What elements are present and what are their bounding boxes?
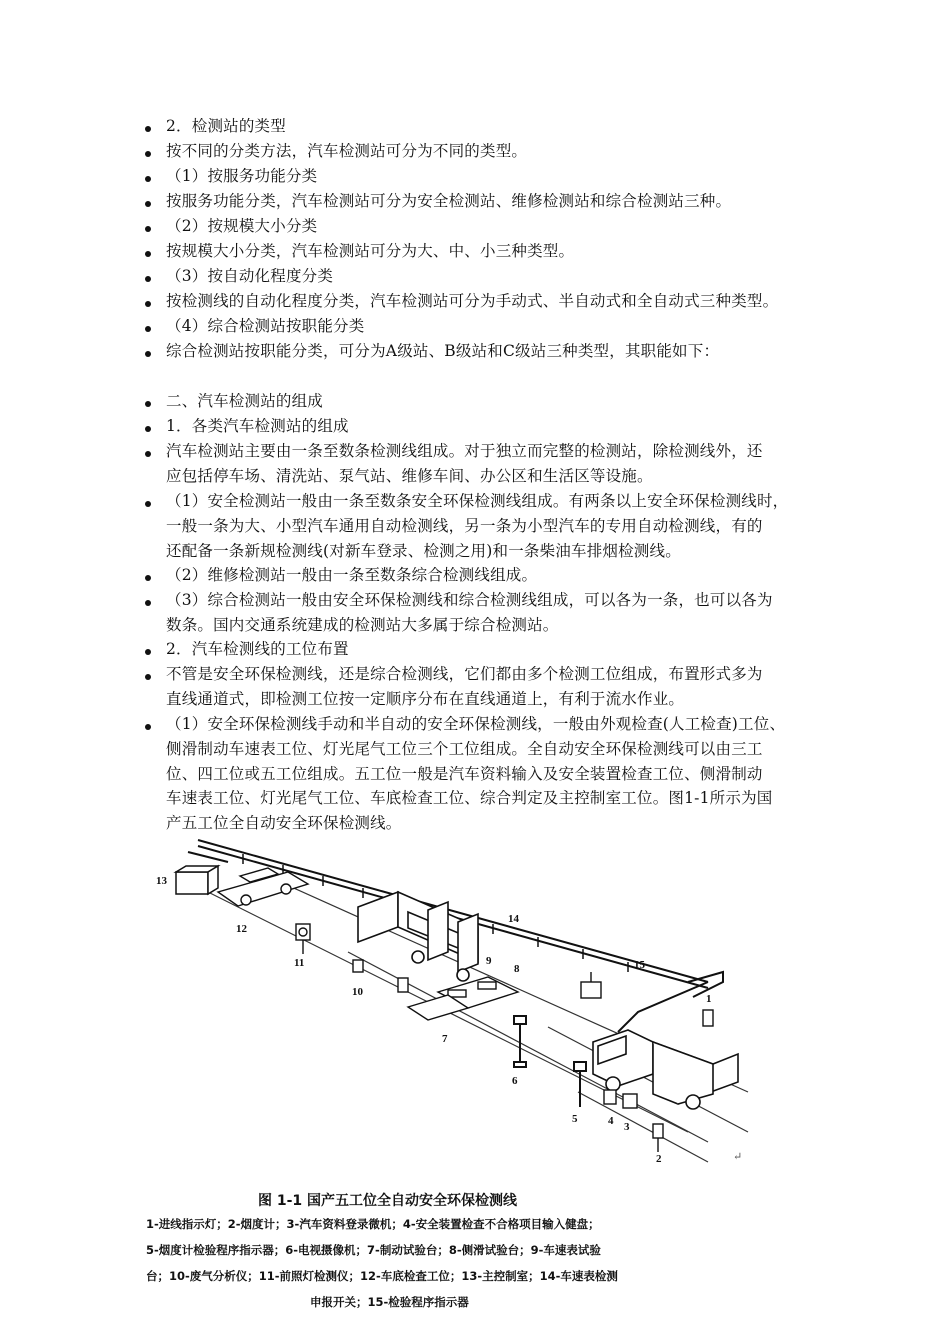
legend-line: 台；10-废气分析仪；11-前照灯检测仪；12-车底检查工位；13-主控制室；14-车速表检测 <box>146 1269 618 1283</box>
text-line: （2）按规模大小分类 <box>166 217 318 235</box>
paragraph <box>166 662 812 712</box>
list-bullet <box>145 600 151 606</box>
list-bullet <box>145 126 151 132</box>
text-line: 按不同的分类方法，汽车检测站可分为不同的类型。 <box>166 142 528 160</box>
paragraph <box>166 314 812 339</box>
list-bullet <box>145 451 151 457</box>
return-mark-icon: ↵ <box>733 1150 743 1163</box>
paragraph <box>166 164 812 189</box>
list-bullet <box>145 649 151 655</box>
list-bullet <box>145 201 151 207</box>
figure-caption: 图 1-1 国产五工位全自动安全环保检测线 <box>258 1193 518 1209</box>
paragraph <box>166 289 812 314</box>
legend-line: 5-烟度计检验程序指示器；6-电视摄像机；7-制动试验台；8-侧滑试验台；9-车速表试验 <box>146 1243 601 1257</box>
text-line: 车速表工位、灯光尾气工位、车底检查工位、综合判定及主控制室工位。图1-1所示为国 <box>166 789 773 808</box>
list-bullet <box>145 326 151 332</box>
list-bullet <box>145 674 151 680</box>
text-line: 不管是安全环保检测线，还是综合检测线，它们都由多个检测工位组成，布置形式多为 <box>166 665 763 683</box>
paragraph <box>166 489 812 563</box>
figure-label: 4 <box>608 1115 614 1127</box>
text-line: 1．各类汽车检测站的组成 <box>166 417 349 435</box>
figure-label: 8 <box>514 963 520 975</box>
figure-label: 5 <box>572 1113 578 1125</box>
figure-label: 15 <box>634 959 645 971</box>
legend-line: 1-进线指示灯；2-烟度计；3-汽车资料登录微机；4-安全装置检查不合格项目输入健盘； <box>146 1217 600 1231</box>
list-bullet <box>145 426 151 432</box>
list-bullet <box>145 575 151 581</box>
list-bullet <box>145 501 151 507</box>
paragraph <box>166 189 812 214</box>
figure-label: 1 <box>706 993 712 1005</box>
figure-label: 6 <box>512 1075 518 1087</box>
paragraph <box>166 214 812 239</box>
figure-label: 10 <box>352 986 363 998</box>
text-line: 产五工位全自动安全环保检测线。 <box>166 814 402 833</box>
paragraph <box>166 588 812 638</box>
text-line: 侧滑制动车速表工位、灯光尾气工位三个工位组成。全自动安全环保检测线可以由三工 <box>166 739 763 758</box>
list-bullet <box>145 351 151 357</box>
inspection-line-diagram <box>148 832 758 1172</box>
figure-label: 7 <box>442 1033 448 1045</box>
paragraph <box>166 439 812 489</box>
list-bullet <box>145 176 151 182</box>
figure-label: 11 <box>294 957 305 969</box>
text-line: 按规模大小分类，汽车检测站可分为大、中、小三种类型。 <box>166 242 575 260</box>
text-line: 汽车检测站主要由一条至数条检测线组成。对于独立而完整的检测站，除检测线外，还 <box>166 442 763 460</box>
figure-label: 13 <box>156 875 167 887</box>
text-line: 按检测线的自动化程度分类，汽车检测站可分为手动式、半自动式和全自动式三种类型。 <box>166 292 779 310</box>
text-line: 数条。国内交通系统建成的检测站大多属于综合检测站。 <box>166 615 559 634</box>
list-bullet <box>145 226 151 232</box>
paragraph <box>166 389 812 414</box>
list-bullet <box>145 401 151 407</box>
paragraph <box>166 414 812 439</box>
figure-label: 14 <box>508 913 519 925</box>
text-line: 直线通道式，即检测工位按一定顺序分布在直线通道上，有利于流水作业。 <box>166 689 685 708</box>
text-line: 综合检测站按职能分类，可分为A级站、B级站和C级站三种类型，其职能如下： <box>166 342 720 360</box>
text-line: （3）综合检测站一般由安全环保检测线和综合检测线组成，可以各为一条，也可以各为 <box>166 591 773 609</box>
list-bullet <box>145 251 151 257</box>
text-line: 应包括停车场、清洗站、泵气站、维修车间、办公区和生活区等设施。 <box>166 466 653 485</box>
text-line: （1）安全环保检测线手动和半自动的安全环保检测线，一般由外观检查(人工检查)工位、 <box>166 715 786 733</box>
text-line: 2．汽车检测线的工位布置 <box>166 640 349 658</box>
text-line: （4）综合检测站按职能分类 <box>166 317 365 335</box>
list-bullet <box>145 301 151 307</box>
text-line: 还配备一条新规检测线(对新车登录、检测之用)和一条柴油车排烟检测线。 <box>166 541 681 560</box>
figure-label: 2 <box>656 1153 662 1165</box>
list-bullet <box>145 724 151 730</box>
paragraph <box>166 114 812 139</box>
legend-line: 申报开关；15-检验程序指示器 <box>310 1295 469 1309</box>
paragraph <box>166 339 812 364</box>
text-line: 二、汽车检测站的组成 <box>166 392 324 410</box>
text-line: 按服务功能分类，汽车检测站可分为安全检测站、维修检测站和综合检测站三种。 <box>166 192 732 210</box>
figure-label: 12 <box>236 923 247 935</box>
text-line: 位、四工位或五工位组成。五工位一般是汽车资料输入及安全装置检查工位、侧滑制动 <box>166 764 763 783</box>
text-line: 一般一条为大、小型汽车通用自动检测线，另一条为小型汽车的专用自动检测线，有的 <box>166 516 763 535</box>
figure-label: 9 <box>486 955 492 967</box>
paragraph <box>166 239 812 264</box>
paragraph <box>166 563 812 588</box>
text-line: （2）维修检测站一般由一条至数条综合检测线组成。 <box>166 566 538 584</box>
text-line: （3）按自动化程度分类 <box>166 267 334 285</box>
paragraph <box>166 712 812 836</box>
figure-legend <box>146 1211 786 1315</box>
text-line: 2．检测站的类型 <box>166 117 286 135</box>
text-line: （1）按服务功能分类 <box>166 167 318 185</box>
list-bullet <box>145 151 151 157</box>
paragraph <box>166 264 812 289</box>
figure-label: 3 <box>624 1121 630 1133</box>
paragraph <box>166 637 812 662</box>
paragraph <box>166 139 812 164</box>
list-bullet <box>145 276 151 282</box>
text-line: （1）安全检测站一般由一条至数条安全环保检测线组成。有两条以上安全环保检测线时， <box>166 492 789 510</box>
